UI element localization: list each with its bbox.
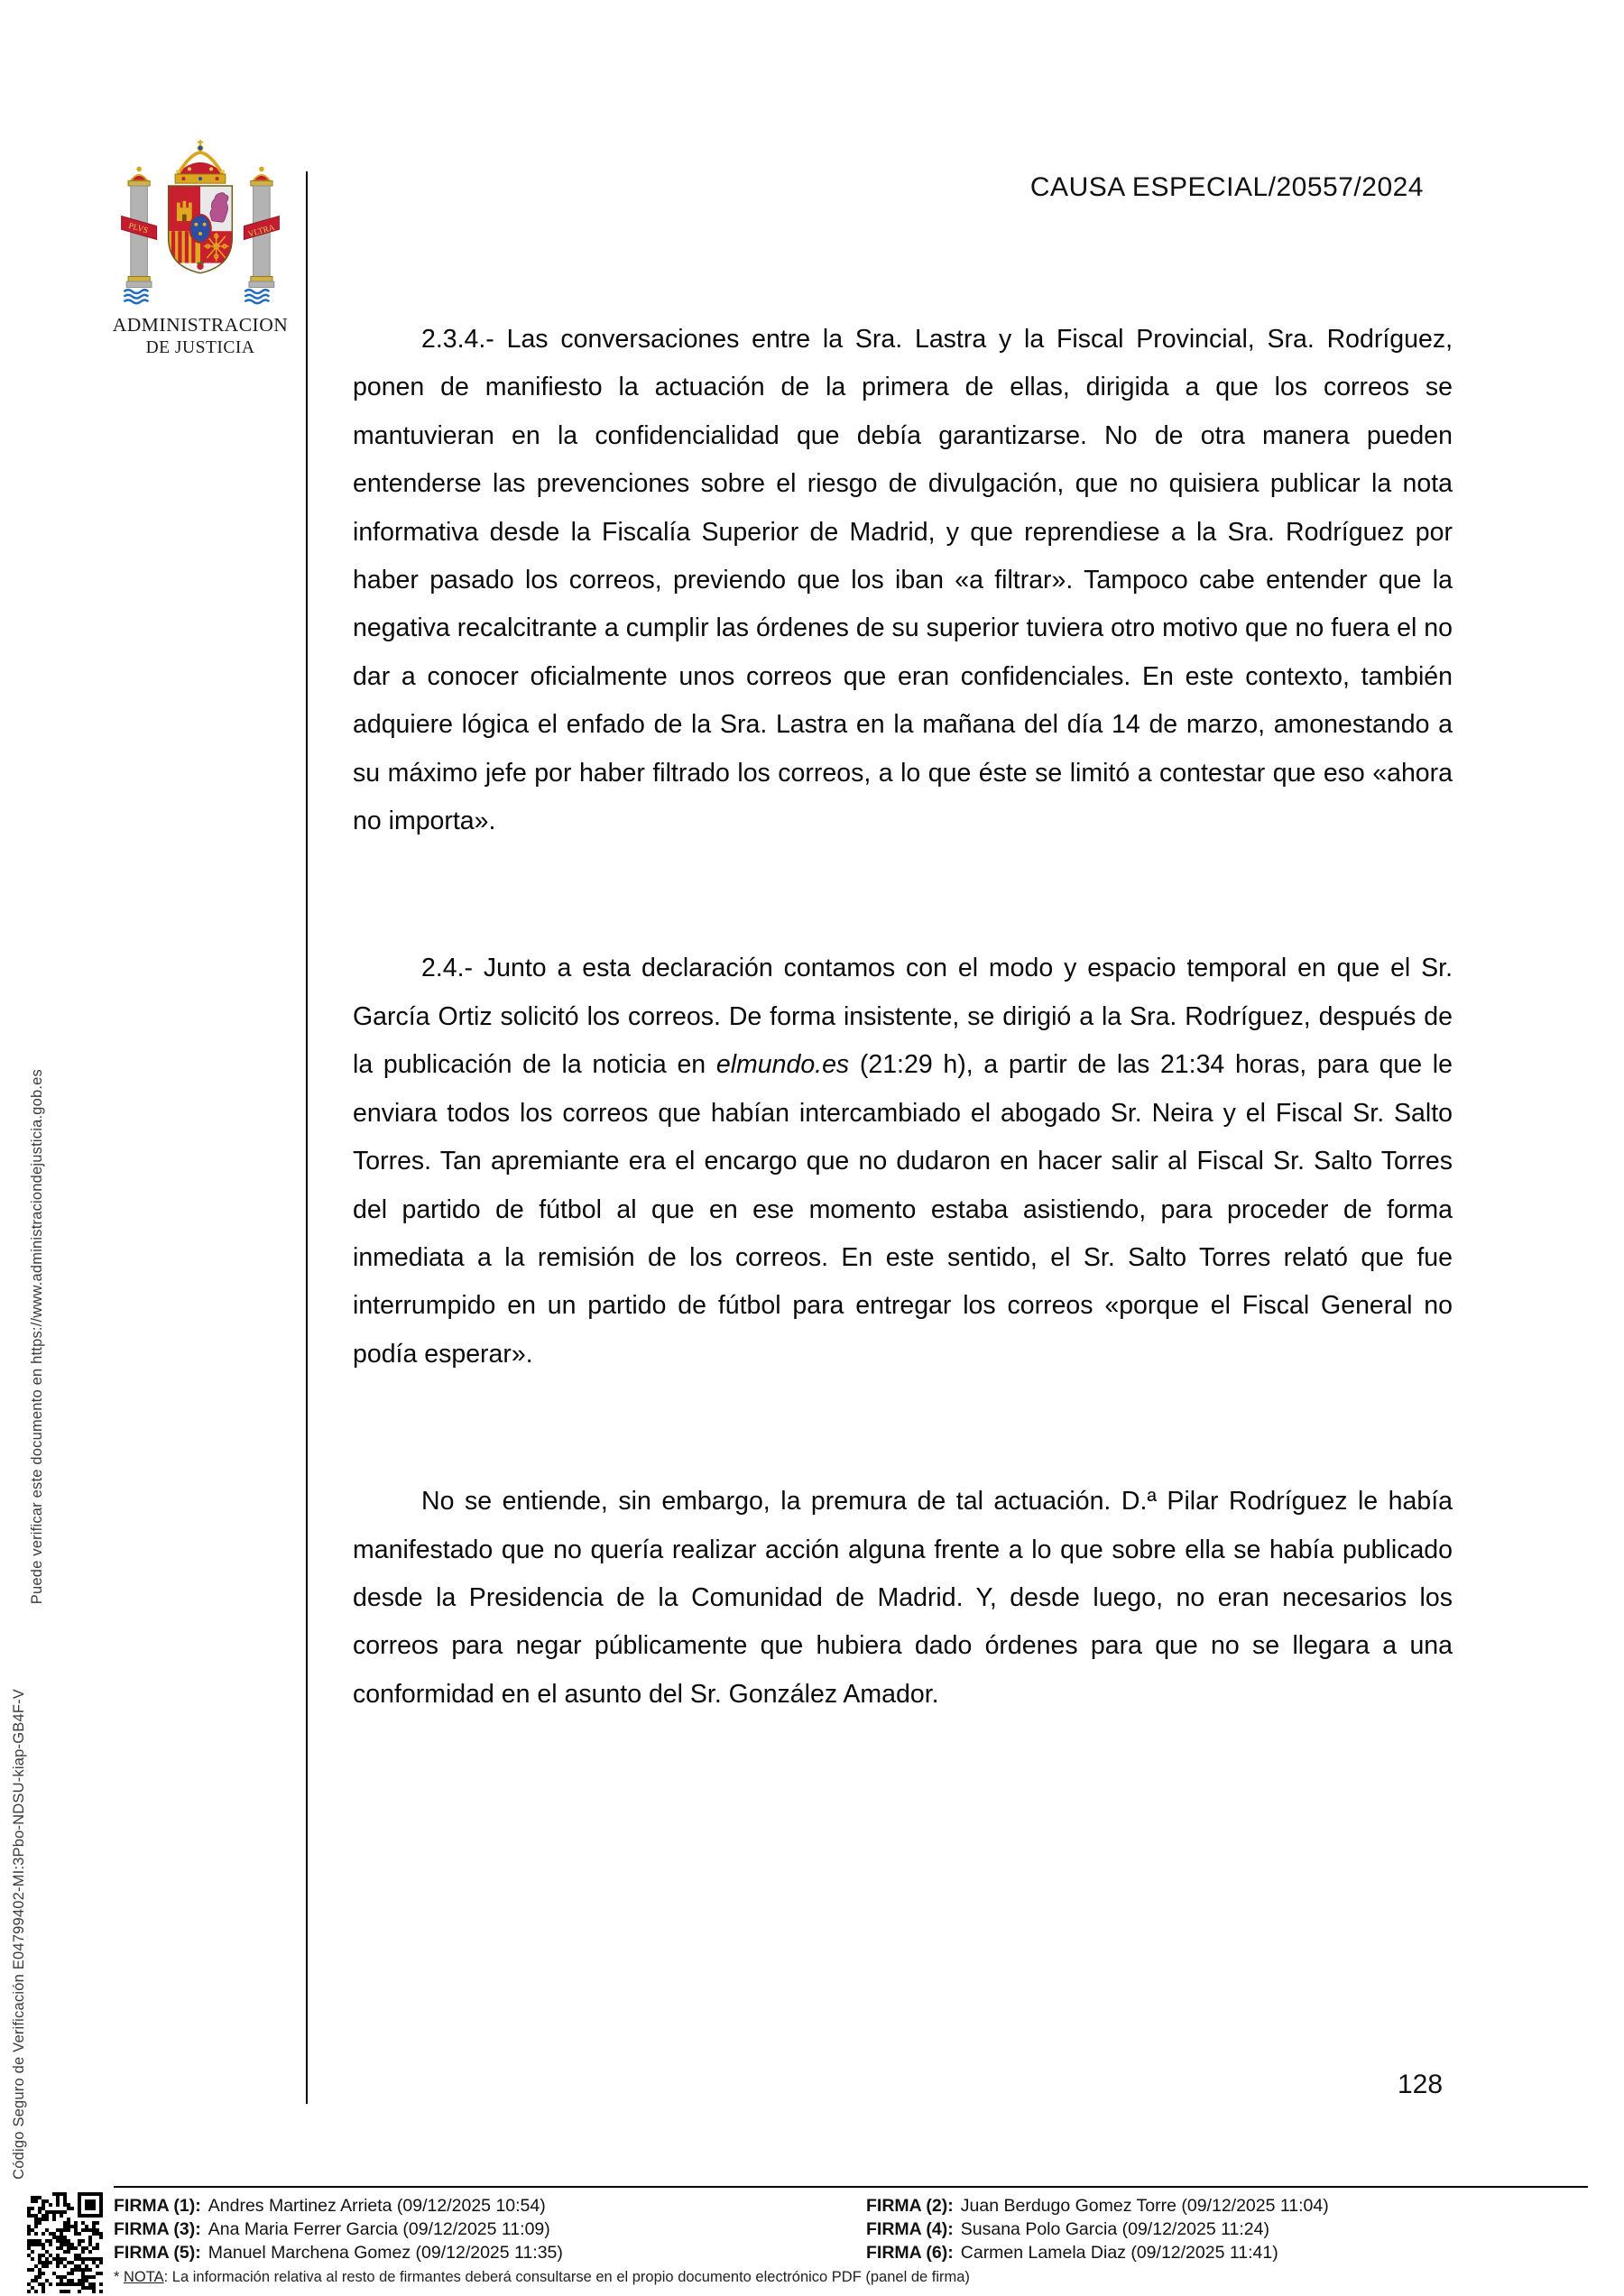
signature-1-value: Andres Martinez Arrieta (09/12/2025 10:54): [208, 2196, 546, 2216]
justice-administration-logo: [110, 134, 291, 358]
crown: [175, 140, 226, 183]
case-number: CAUSA ESPECIAL/20557/2024: [1029, 172, 1424, 202]
signature-3-label: FIRMA (3):: [114, 2219, 201, 2239]
bourbon-oval: [189, 215, 210, 243]
qr-code-icon: [27, 2192, 103, 2293]
margin-separator-line: [306, 171, 308, 2104]
paragraph-no-se-entiende: [353, 1478, 1453, 1719]
footer-note-text: : La información relativa al resto de firmantes deberá consultarse en el propio documento electrónico PDF (panel de firma): [163, 2269, 970, 2285]
verify-url-vertical: Puede verificar este documento en https://www.administraciondejusticia.gob.es: [29, 1069, 45, 1605]
signature-3-value: Ana Maria Ferrer Garcia (09/12/2025 11:09): [208, 2219, 550, 2239]
castle-quarter: [177, 201, 192, 221]
verification-code-vertical: Código Seguro de Verificación E04799402-MI:3Pbo-NDSU-kiap-GB4F-V: [11, 1689, 27, 2180]
waves-left: [124, 290, 148, 303]
signature-5-label: FIRMA (5):: [114, 2243, 201, 2263]
document-body: [353, 316, 1453, 1719]
signature-row-1: [114, 2195, 866, 2218]
signature-4-value: Susana Polo Garcia (09/12/2025 11:24): [960, 2219, 1269, 2239]
waves-right: [245, 290, 269, 303]
paragraph-2-4: [353, 945, 1453, 1379]
page-number: 128: [1398, 2070, 1444, 2099]
paragraph-2-4-elmundo-italic: elmundo.es: [715, 1050, 850, 1080]
org-name-line1: ADMINISTRACION: [112, 314, 289, 336]
paragraph-2-3-4-text: 2.3.4.- Las conversaciones entre la Sra. Lastra y la Fiscal Provincial, Sra. Rodríguez, ponen de manifiesto la actuación de la primera de ellas, dirigida a que los correos se mantuvieran en la confidencialidad que debía garantizarse. No de otra manera pueden entenderse las prevenciones sobre el riesgo de divulgación, que no quisiera publicar la nota informativa desde la Fiscalía Superior de Madrid, y que reprendiese a la Sra. Rodríguez por haber pasado los correos, previendo que los iban «a filtrar». Tampoco cabe entender que la negativa recalcitrante a cumplir las órdenes de su superior tuviera otro motivo que no fuera el no dar a conocer oficialmente unos correos que eran confidenciales. En este contexto, también adquiere lógica el enfado de la Sra. Lastra en la mañana del día 14 de marzo, amonestando a su máximo jefe por haber filtrado los correos, a lo que éste se limitó a contestar que eso «ahora no importa».: [353, 325, 1453, 836]
signature-6-value: Carmen Lamela Diaz (09/12/2025 11:41): [960, 2243, 1278, 2263]
footer-note: [114, 2268, 1588, 2286]
paragraph-2-3-4: [353, 316, 1453, 845]
signature-row-4: [866, 2218, 1588, 2241]
footer-note-label: NOTA: [124, 2269, 164, 2285]
signature-row-6: [866, 2242, 1588, 2264]
footer-note-asterisk: *: [114, 2269, 125, 2285]
spain-coat-of-arms-icon: [116, 134, 284, 309]
shield: [169, 186, 233, 273]
signature-6-label: FIRMA (6):: [866, 2243, 954, 2263]
signature-2-value: Juan Berdugo Gomez Torre (09/12/2025 11:04): [960, 2196, 1329, 2216]
signature-row-3: [114, 2218, 866, 2241]
paragraph-2-4-text-pre: 2.4.- Junto a esta declaración contamos con el modo y espacio temporal en que el Sr. García Ortiz solicitó los correos. De forma insistente, se dirigió a la Sra. Rodríguez, después de la publicación de la noticia en: [353, 954, 1453, 1080]
motto-left-text: PLVS: [127, 221, 149, 236]
signature-row-5: [114, 2242, 866, 2264]
signature-2-label: FIRMA (2):: [866, 2196, 954, 2216]
signature-1-label: FIRMA (1):: [114, 2196, 201, 2216]
org-name-line2: DE JUSTICIA: [145, 338, 255, 357]
signatures-grid: [114, 2195, 1588, 2264]
signature-4-label: FIRMA (4):: [866, 2219, 954, 2239]
signature-row-2: [866, 2195, 1588, 2218]
pomegranate: [197, 263, 203, 270]
signatures-footer: [114, 2186, 1588, 2286]
paragraph-2-4-text-post: (21:29 h), a partir de las 21:34 horas, para que le enviara todos los correos que habían intercambiado el abogado Sr. Neira y el Fiscal Sr. Salto Torres. Tan apremiante era el encargo que no dudaron en hacer salir al Fiscal Sr. Salto Torres del partido de fútbol al que en ese momento estaba asistiendo, para proceder de forma inmediata a la remisión de los correos. En este sentido, el Sr. Salto Torres relató que fue interrumpido en un partido de fútbol para entregar los correos «porque el Fiscal General no podía esperar».: [353, 1050, 1453, 1369]
signature-5-value: Manuel Marchena Gomez (09/12/2025 11:35): [208, 2243, 563, 2263]
paragraph-no-se-entiende-text: No se entiende, sin embargo, la premura de tal actuación. D.ª Pilar Rodríguez le había manifestado que no quería realizar acción alguna frente a lo que sobre ella se había publicado desde la Presidencia de la Comunidad de Madrid. Y, desde luego, no eran necesarios los correos para negar públicamente que hubiera dado órdenes para que no se llegara a una conformidad en el asunto del Sr. González Amador.: [353, 1487, 1453, 1709]
motto-right-text: VLTRA: [247, 223, 276, 240]
